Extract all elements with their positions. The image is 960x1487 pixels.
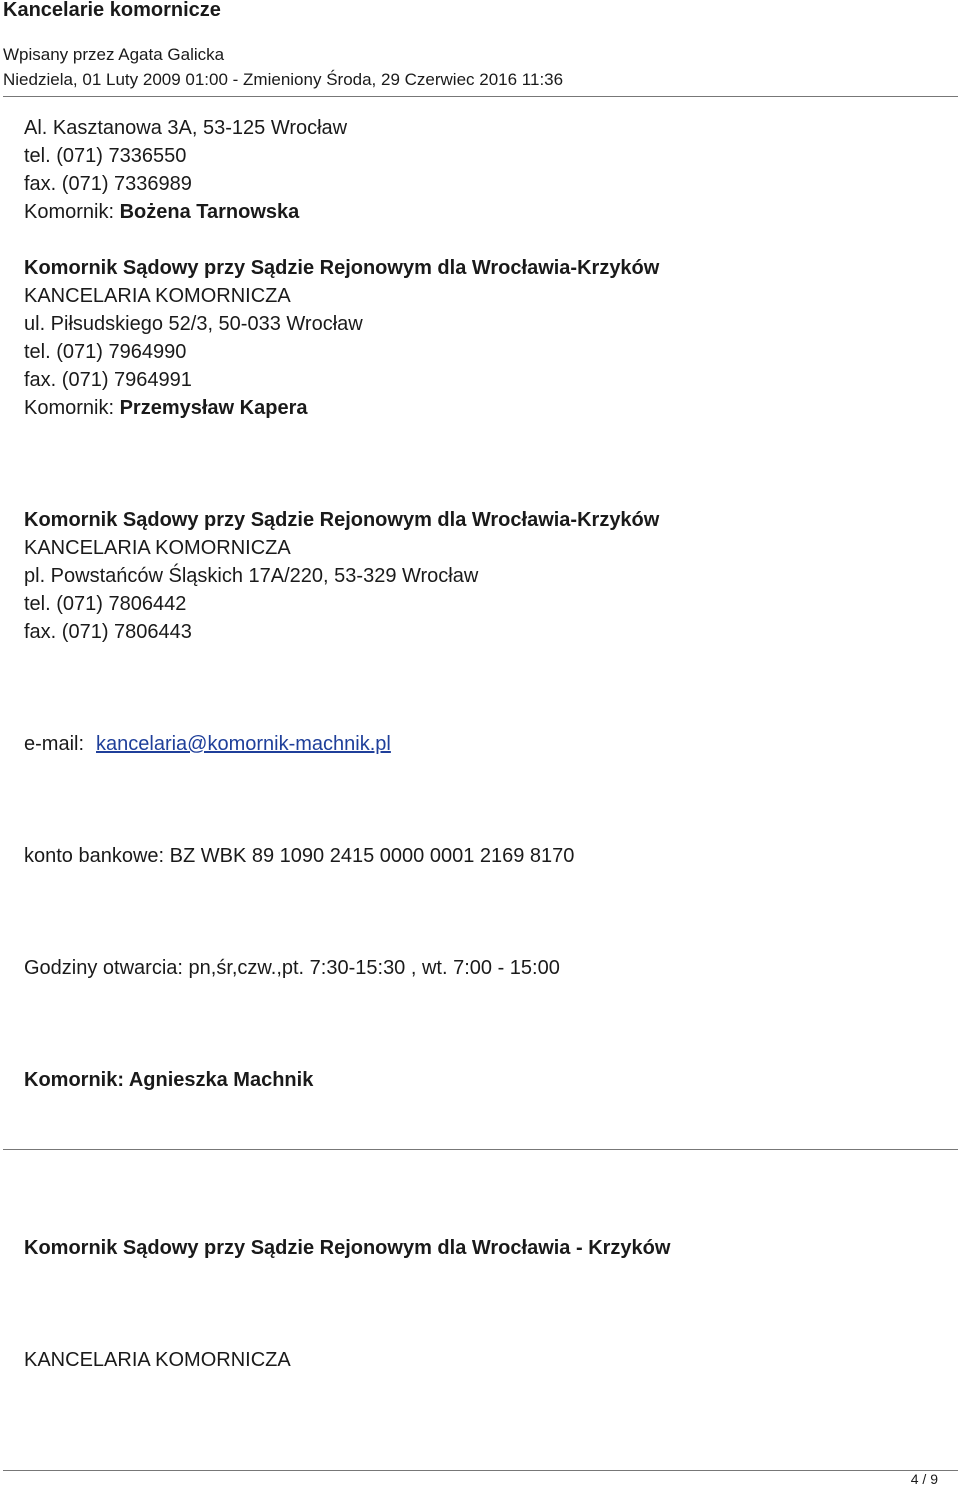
entry3-opening-hours: Godziny otwarcia: pn,śr,czw.,pt. 7:30-15:30 , wt. 7:00 - 15:00 <box>24 957 560 979</box>
entry2-bailiff-label: Komornik: <box>24 397 120 419</box>
entry3-court: Komornik Sądowy przy Sądzie Rejonowym dla Wrocławia-Krzyków <box>24 509 660 531</box>
author-line: Wpisany przez Agata Galicka <box>3 45 225 64</box>
entry2-office: KANCELARIA KOMORNICZA <box>24 285 291 307</box>
entry3-bailiff: Komornik: Agnieszka Machnik <box>24 1069 314 1091</box>
entry3-office: KANCELARIA KOMORNICZA <box>24 537 291 559</box>
entry1-address: Al. Kasztanowa 3A, 53-125 Wrocław <box>24 117 348 139</box>
entry2-tel: tel. (071) 7964990 <box>24 341 187 363</box>
document-title: Kancelarie komornicze <box>3 0 221 21</box>
entry2-bailiff-name: Przemysław Kapera <box>119 397 308 419</box>
email-label: e-mail: <box>24 733 85 755</box>
entry3-bank-account: konto bankowe: BZ WBK 89 1090 2415 0000 0001 2169 8170 <box>24 845 575 867</box>
entry3-tel: tel. (071) 7806442 <box>24 593 187 615</box>
entry4-court: Komornik Sądowy przy Sądzie Rejonowym dla Wrocławia - Krzyków <box>24 1237 671 1259</box>
entry1-tel: tel. (071) 7336550 <box>24 145 187 167</box>
entry3-fax: fax. (071) 7806443 <box>24 621 192 643</box>
entry2-bailiff <box>24 396 307 420</box>
entry4-office: KANCELARIA KOMORNICZA <box>24 1349 291 1371</box>
entry1-bailiff-name: Bożena Tarnowska <box>119 201 300 223</box>
entry1-bailiff <box>24 200 299 224</box>
email-link[interactable]: kancelaria@komornik-machnik.pl <box>96 733 391 755</box>
footer-divider <box>3 1470 958 1471</box>
section-divider <box>3 1149 958 1150</box>
date-line: Niedziela, 01 Luty 2009 01:00 - Zmieniony Środa, 29 Czerwiec 2016 11:36 <box>3 70 564 89</box>
header-divider <box>3 96 958 97</box>
entry3-address: pl. Powstańców Śląskich 17A/220, 53-329 Wrocław <box>24 565 479 587</box>
page-number: 4 / 9 <box>910 1471 938 1487</box>
entry2-address: ul. Piłsudskiego 52/3, 50-033 Wrocław <box>24 313 363 335</box>
entry1-fax: fax. (071) 7336989 <box>24 173 192 195</box>
entry2-court: Komornik Sądowy przy Sądzie Rejonowym dla Wrocławia-Krzyków <box>24 257 660 279</box>
entry3-email-row <box>24 732 391 756</box>
entry1-bailiff-label: Komornik: <box>24 201 120 223</box>
entry2-fax: fax. (071) 7964991 <box>24 369 192 391</box>
